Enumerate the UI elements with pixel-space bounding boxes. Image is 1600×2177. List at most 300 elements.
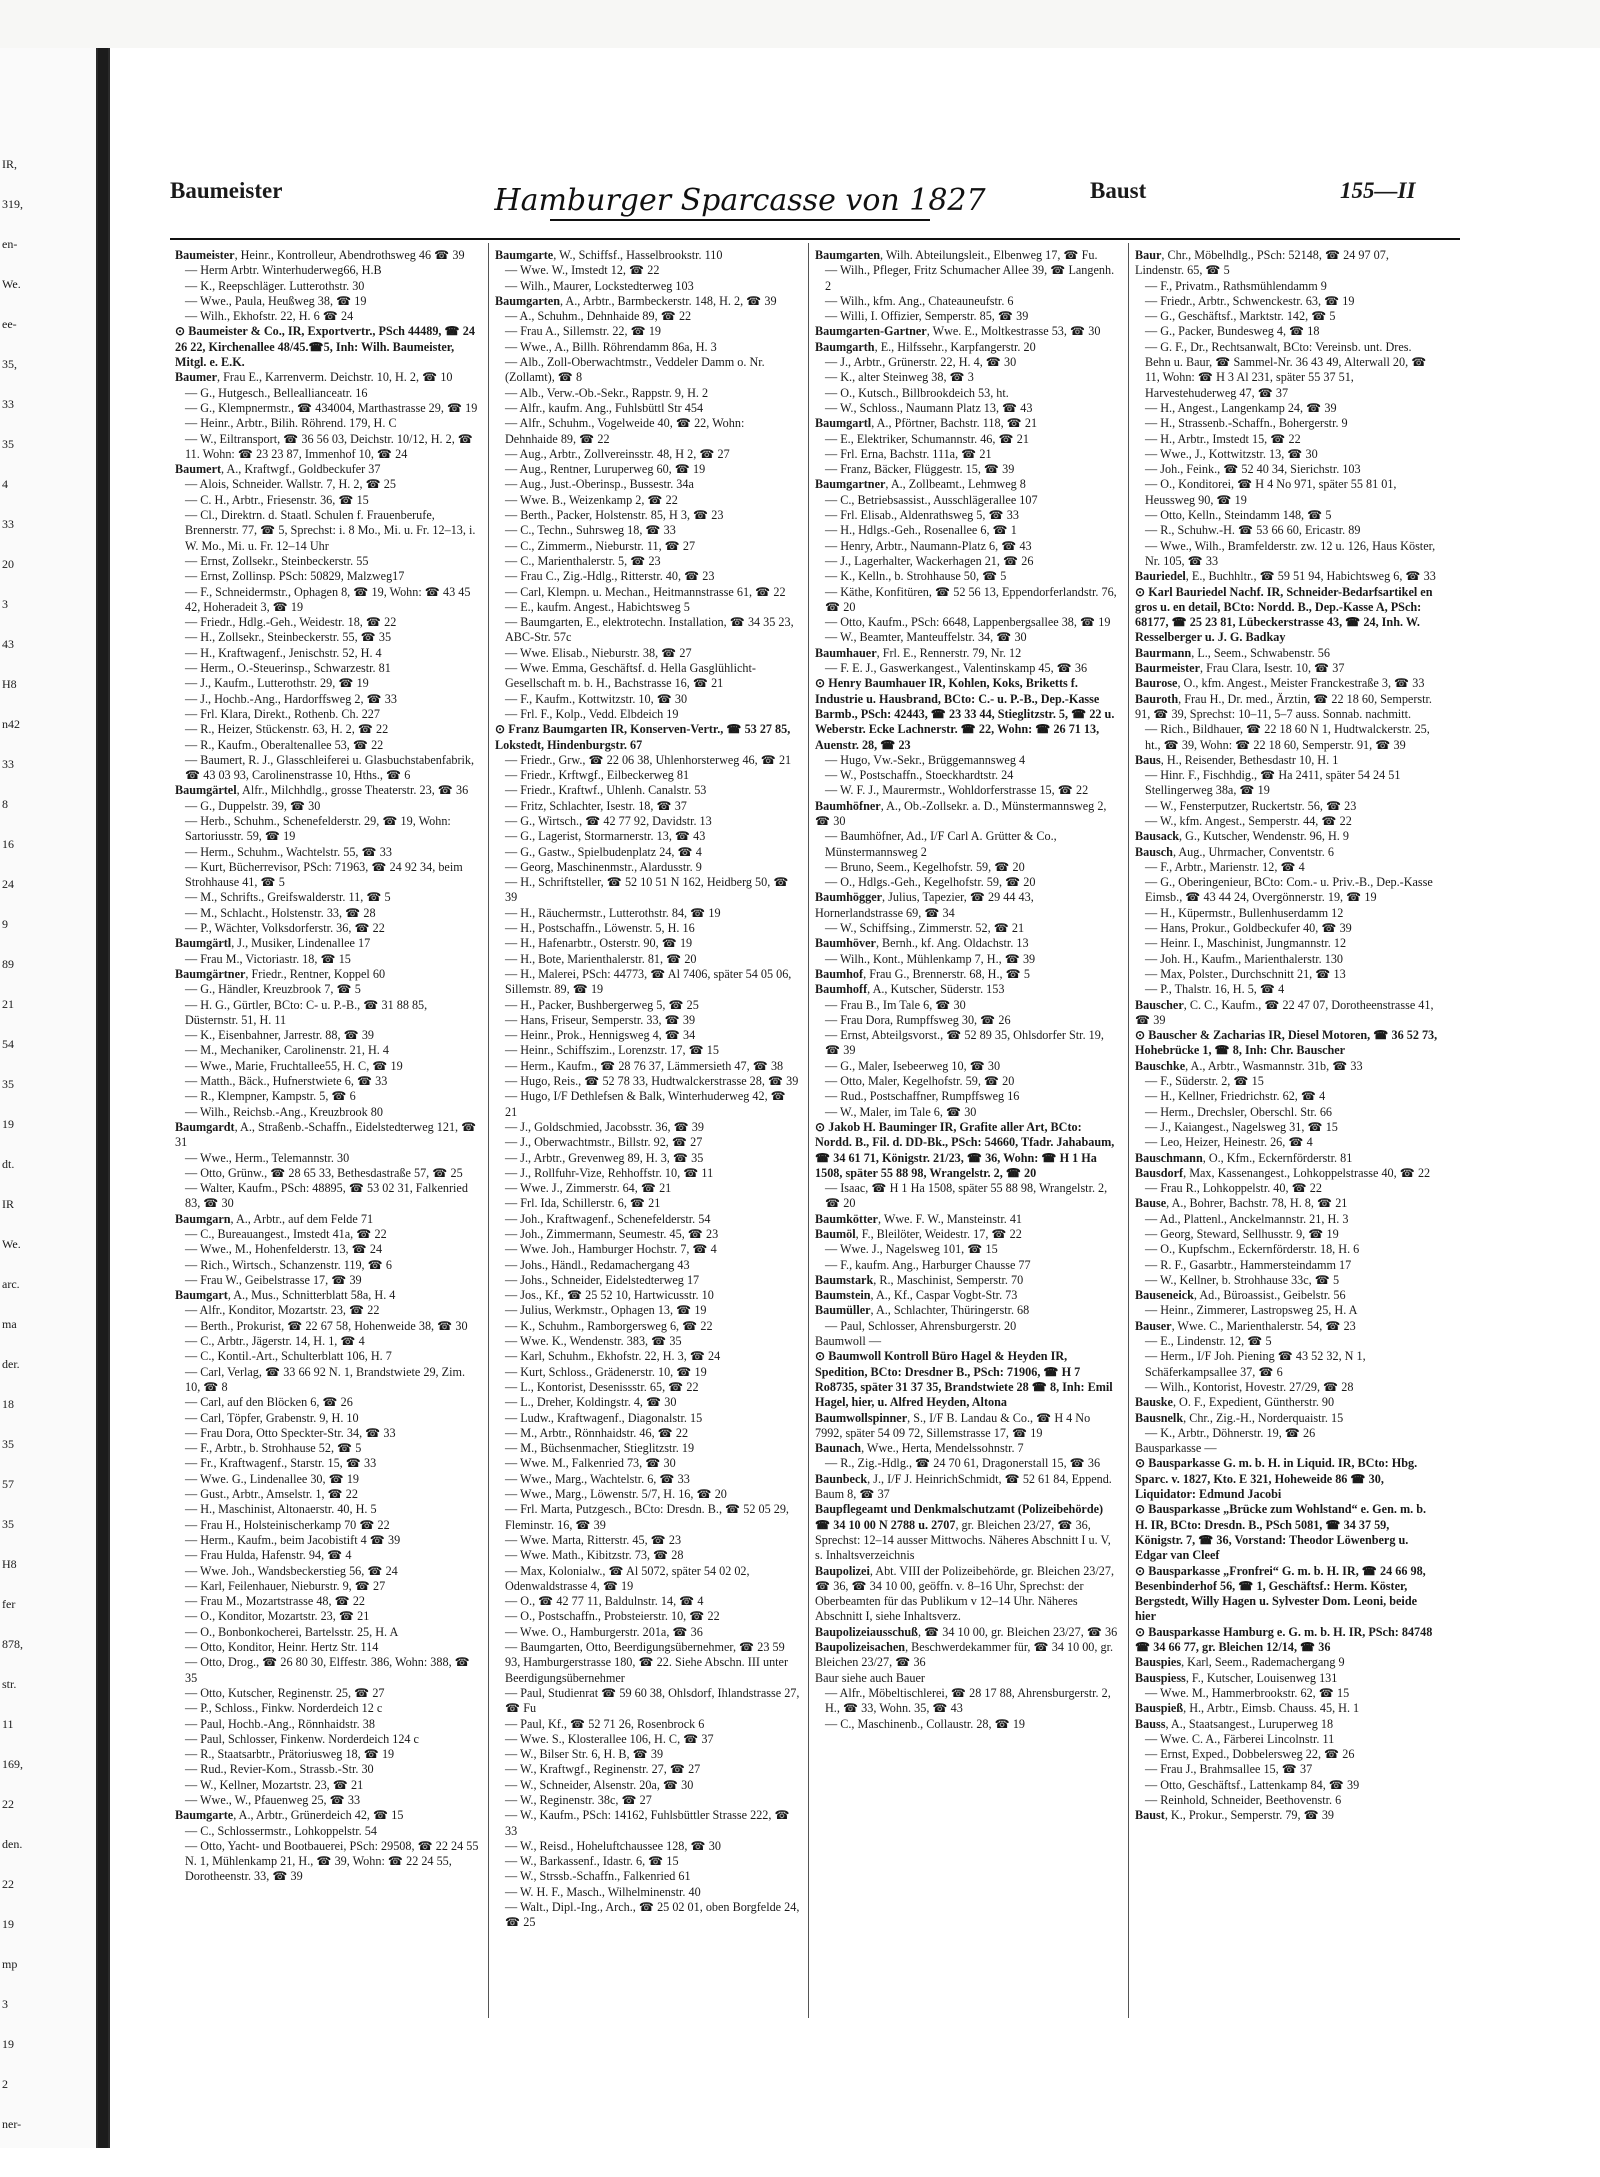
- directory-entry: — Otto, Grünw., ☎ 28 65 33, Bethesdastraße 57, ☎ 25: [185, 1165, 463, 1180]
- directory-entry: — Henry, Arbtr., Naumann-Platz 6, ☎ 43: [825, 538, 1032, 553]
- directory-entry: — H., Maschinist, Altonaerstr. 40, H. 5: [185, 1502, 377, 1517]
- directory-entry: — W., kfm. Angest., Semperstr. 44, ☎ 22: [1145, 813, 1352, 828]
- directory-entry: — C., Schlossermstr., Lohkoppelstr. 54: [185, 1823, 377, 1838]
- directory-entry: — R., Schuhw.-H. ☎ 53 66 60, Ericastr. 89: [1145, 523, 1361, 538]
- directory-entry: — Frau W., Geibelstrasse 17, ☎ 39: [185, 1272, 362, 1287]
- directory-entry: — W., Fensterputzer, Ruckertstr. 56, ☎ 23: [1145, 798, 1357, 813]
- directory-entry: — Käthe, Konfitüren, ☎ 52 56 13, Eppendorferlandstr. 76, ☎ 20: [825, 584, 1117, 614]
- directory-entry: Baumgartner, A., Zollbeamt., Lehmweg 8: [815, 477, 1026, 492]
- prev-page-fragment: 2: [2, 2077, 8, 2091]
- directory-entry: — R., Heizer, Stückenstr. 63, H. 2, ☎ 22: [185, 722, 389, 737]
- directory-entry: — Wwe. Elisab., Nieburstr. 38, ☎ 27: [505, 645, 692, 660]
- directory-entry: — C., Marienthalerstr. 5, ☎ 23: [505, 553, 661, 568]
- directory-entry: — Baumgarten, E., elektrotechn. Installation, ☎ 34 35 23, ABC-Str. 57c: [505, 615, 794, 645]
- directory-entry: — Heinr., Schiffszim., Lorenzstr. 17, ☎ 15: [505, 1043, 719, 1058]
- directory-entry: — R., Kaufm., Oberaltenallee 53, ☎ 22: [185, 737, 384, 752]
- directory-entry: — M., Büchsenmacher, Stieglitzstr. 19: [505, 1441, 695, 1456]
- directory-entry: — Rich., Bildhauer, ☎ 22 18 60 N 1, Hudtwalckerstr. 25, ht., ☎ 39, Wohn: ☎ 22 18 60, Semperstr. 91, ☎ 39: [1145, 722, 1430, 752]
- directory-entry: — E., kaufm. Angest., Habichtsweg 5: [505, 599, 690, 614]
- directory-entry: — Wwe. K., Wendenstr. 383, ☎ 35: [505, 1334, 682, 1349]
- directory-entry: — Herb., Schuhm., Schenefelderstr. 29, ☎ 19, Wohn: Sartoriusstr. 59, ☎ 19: [185, 813, 451, 844]
- directory-entry: Baupolizei, Abt. VIII der Polizeibehörde, gr. Bleichen 23/27, ☎ 36, ☎ 34 10 00, geöffn. v. 8–16 Uhr, Sprechst: der Oberbeamten für das Publikum v 12–14 Uhr. Näheres Abschnitt I, siehe Inhaltsverz.: [815, 1563, 1115, 1624]
- prev-page-fragment: IR: [2, 1197, 14, 1211]
- directory-entry: — P., Schloss., Finkw. Norderdeich 12 c: [185, 1701, 383, 1716]
- directory-entry: — Rud., Postschaffner, Rumpffsweg 16: [825, 1089, 1020, 1104]
- directory-entry: — H., Strassenb.-Schaffn., Bohergerstr. 9: [1145, 416, 1348, 431]
- directory-entry: — Alfr., Konditor, Mozartstr. 23, ☎ 22: [185, 1303, 380, 1318]
- directory-entry: Baur, Chr., Möbelhdlg., PSch: 52148, ☎ 24 97 07, Lindenstr. 65, ☎ 5: [1135, 248, 1389, 278]
- sparcasse-logo-text: Hamburger Sparcasse von 1827: [494, 183, 986, 218]
- directory-entry: — H., Hdlgs.-Geh., Rosenallee 6, ☎ 1: [825, 523, 1017, 538]
- directory-entry: — H., Räuchermstr., Lutterothstr. 84, ☎ 19: [505, 905, 721, 920]
- directory-entry: — K., Reepschläger. Lutterothstr. 30: [185, 278, 365, 293]
- directory-entry: Baumgartl, A., Pförtner, Bachstr. 118, ☎ 21: [815, 416, 1038, 431]
- prev-page-fragment: dt.: [2, 1157, 15, 1171]
- directory-entry: — Otto, Yacht- und Bootbauerei, PSch: 29508, ☎ 22 24 55 N. 1, Mühlenkamp 21, H., ☎ 39, Wohn: ☎ 22 24 55, Dorotheenstr. 33, ☎ 39: [185, 1838, 479, 1884]
- prev-page-fragment: 22: [2, 1877, 14, 1891]
- directory-entry: — J., Kaiangest., Nagelsweg 31, ☎ 15: [1145, 1119, 1338, 1134]
- directory-entry: — G., Gastw., Spielbudenplatz 24, ☎ 4: [505, 844, 702, 859]
- directory-entry: — Alb., Verw.-Ob.-Sekr., Rappstr. 9, H. 2: [505, 385, 709, 400]
- directory-entry: Baupolizeisachen, Beschwerdekammer für, ☎ 34 10 00, gr. Bleichen 23/27, ☎ 36: [815, 1640, 1114, 1670]
- directory-entry: — W., Beamter, Manteuffelstr. 34, ☎ 30: [825, 630, 1027, 645]
- directory-entry: — Frl. Erna, Bachstr. 111a, ☎ 21: [825, 446, 992, 461]
- directory-entry: — H., Hafenarbtr., Osterstr. 90, ☎ 19: [505, 936, 693, 951]
- directory-entry: Baumgarn, A., Arbtr., auf dem Felde 71: [175, 1211, 374, 1226]
- directory-entry: ⊙ Bausparkasse „Fronfrei“ G. m. b. H. IR, ☎ 24 66 98, Besenbinderhof 56, ☎ 1, Geschäftsf.: Herm. Köster, Bergstedt, Willy Hagen u. Sylvester Dom. Leoni, beide hier: [1135, 1563, 1426, 1624]
- directory-entry: ⊙ Henry Baumhauer IR, Kohlen, Koks, Briketts f. Industrie u. Hausbrand, BCto: C.- u. P.-B., Dep.-Kasse Barmb., PSch: 42443, ☎ 23 33 44, Stieglitzstr. 5, ☎ 22 u. Weberstr. Ecke Lachnerstr. ☎ 22, Wohn: ☎ 26 71 13, Auenstr. 28, ☎ 23: [815, 676, 1115, 752]
- directory-entry: — Otto, Kutscher, Reginenstr. 25, ☎ 27: [185, 1685, 385, 1700]
- directory-entry: — Carl, Klempn. u. Mechan., Heitmannstrasse 61, ☎ 22: [505, 584, 786, 599]
- previous-page-edge: [0, 48, 96, 2148]
- directory-entry: — Friedr., Krftwgf., Eilbeckerweg 81: [505, 768, 690, 783]
- directory-entry: — G., Oberingenieur, BCto: Com.- u. Priv.-B., Dep.-Kasse Eimsb., ☎ 43 44 24, Overgönnerstr. 19, ☎ 19: [1145, 875, 1433, 905]
- prev-page-fragment: IR,: [2, 157, 17, 171]
- directory-entry: — Hinr. F., Fischhdig., ☎ Ha 2411, später 54 24 51 Stellingerweg 38a, ☎ 19: [1145, 768, 1401, 798]
- prev-page-fragment: 169,: [2, 1757, 23, 1771]
- directory-entry: — F., Arbtr., Marienstr. 12, ☎ 4: [1145, 859, 1305, 874]
- directory-entry: — Wwe. G., Lindenallee 30, ☎ 19: [185, 1471, 360, 1486]
- directory-entry: — Alfr., Möbeltischlerei, ☎ 28 17 88, Ahrensburgerstr. 2, H., ☎ 33, Wohn. 35, ☎ 43: [825, 1685, 1111, 1716]
- directory-entry: — Joh. H., Kaufm., Marienthalerstr. 130: [1145, 951, 1344, 966]
- directory-entry: — Baumhöfner, Ad., I/F Carl A. Grütter & Co., Münstermannsweg 2: [825, 829, 1057, 859]
- directory-entry: — Frau H., Holsteinischerkamp 70 ☎ 22: [185, 1517, 390, 1532]
- directory-entry: — M., Arbtr., Rönnhaidstr. 46, ☎ 22: [505, 1425, 689, 1440]
- directory-entry: — W., Bilser Str. 6, H. B, ☎ 39: [505, 1747, 664, 1762]
- directory-entry: — Wwe. Joh., Wandsbeckerstieg 56, ☎ 24: [185, 1563, 398, 1578]
- directory-entry: — Frau M., Mozartstrasse 48, ☎ 22: [185, 1594, 366, 1609]
- directory-entry: — C. H., Arbtr., Friesenstr. 36, ☎ 15: [185, 492, 369, 507]
- directory-entry: — G., Duppelstr. 39, ☎ 30: [185, 798, 321, 813]
- directory-entry: — F., Schneidermstr., Ophagen 8, ☎ 19, Wohn: ☎ 43 45 42, Hoheradeit 3, ☎ 19: [185, 584, 471, 614]
- directory-entry: Bausparkasse —: [1135, 1441, 1217, 1456]
- directory-entry: — R., Klempner, Kampstr. 5, ☎ 6: [185, 1089, 356, 1104]
- directory-entry: ⊙ Franz Baumgarten IR, Konserven-Vertr., ☎ 53 27 85, Lokstedt, Hindenburgstr. 67: [495, 722, 791, 752]
- directory-entry: — O., Konditorei, ☎ H 4 No 971, später 55 81 01, Heussweg 90, ☎ 19: [1145, 477, 1397, 507]
- directory-entry: Baumgärtl, J., Musiker, Lindenallee 17: [175, 936, 371, 951]
- prev-page-fragment: 24: [2, 877, 14, 891]
- directory-entry: — Willi, I. Offizier, Semperstr. 85, ☎ 39: [825, 309, 1029, 324]
- directory-entry: — M., Mechaniker, Carolinenstr. 21, H. 4: [185, 1043, 389, 1058]
- directory-entry: Baumhöfner, A., Ob.-Zollsekr. a. D., Münstermannsweg 2, ☎ 30: [815, 798, 1107, 828]
- directory-entry: — Paul, Schlosser, Finkenw. Norderdeich 124 c: [185, 1731, 419, 1746]
- directory-entry: — Wilh., Kont., Mühlenkamp 7, H., ☎ 39: [825, 951, 1036, 966]
- directory-entry: — Herm Arbtr. Winterhuderweg66, H.B: [185, 263, 382, 278]
- directory-entry: — Wwe., Marie, Fruchtallee55, H. C, ☎ 19: [185, 1058, 403, 1073]
- directory-entry: — W., Reisd., Hoheluftchaussee 128, ☎ 30: [505, 1838, 721, 1853]
- directory-entry: Baumhof, Frau G., Brennerstr. 68, H., ☎ 5: [815, 966, 1030, 981]
- directory-entry: — H., Küpermstr., Bullenhuserdamm 12: [1145, 905, 1344, 920]
- directory-page: [110, 48, 1600, 2148]
- directory-entry: Bauser, Wwe. C., Marienthalerstr. 54, ☎ 23: [1135, 1318, 1356, 1333]
- directory-entry: — Frl. Klara, Direkt., Rothenb. Ch. 227: [185, 706, 380, 721]
- page-number: 155—II: [1340, 178, 1416, 203]
- directory-entry: — Rich., Wirtsch., Schanzenstr. 119, ☎ 6: [185, 1257, 392, 1272]
- directory-entry: — W., Kellner, Mozartstr. 23, ☎ 21: [185, 1777, 364, 1792]
- directory-entry: — G., Wirtsch., ☎ 42 77 92, Davidstr. 13: [505, 813, 712, 828]
- directory-entry: — Julius, Werkmstr., Ophagen 13, ☎ 19: [505, 1303, 707, 1318]
- directory-entry: — Fritz, Schlachter, Isestr. 18, ☎ 37: [505, 798, 687, 813]
- directory-entry: — Wwe., A., Billh. Röhrendamm 86a, H. 3: [505, 339, 717, 354]
- directory-entry: — J., Oberwachtmstr., Billstr. 92, ☎ 27: [505, 1135, 703, 1150]
- directory-entry: — Friedr., Grw., ☎ 22 06 38, Uhlenhorsterweg 46, ☎ 21: [505, 752, 792, 767]
- directory-entry: — K., alter Steinweg 38, ☎ 3: [825, 370, 974, 385]
- directory-entry: — Wilh., Kontorist, Hovestr. 27/29, ☎ 28: [1145, 1379, 1354, 1394]
- directory-entry: — Wwe., Marg., Löwenstr. 5/7, H. 16, ☎ 20: [505, 1487, 727, 1502]
- prev-page-fragment: 878,: [2, 1637, 23, 1651]
- directory-entry: — J., Lagerhalter, Wackerhagen 21, ☎ 26: [825, 553, 1034, 568]
- directory-entry: — Heinr. I., Maschinist, Jungmannstr. 12: [1145, 936, 1347, 951]
- directory-entry: — Wwe. Marta, Ritterstr. 45, ☎ 23: [505, 1532, 682, 1547]
- directory-entry: — Kurt, Schloss., Grädenerstr. 10, ☎ 19: [505, 1364, 707, 1379]
- prev-page-fragment: 35: [2, 1437, 14, 1451]
- prev-page-fragment: 89: [2, 957, 14, 971]
- directory-entry: — C., Kontil.-Art., Schulterblatt 106, H. 7: [185, 1349, 392, 1364]
- prev-page-fragment: 35: [2, 1517, 14, 1531]
- directory-entry: — Wwe., Marg., Wachtelstr. 6, ☎ 33: [505, 1471, 690, 1486]
- directory-entry: — Wwe. Math., Kibitzstr. 73, ☎ 28: [505, 1548, 684, 1563]
- directory-entry: — Frl. Marta, Putzgesch., BCto: Dresdn. B., ☎ 52 05 29, Fleminstr. 16, ☎ 39: [505, 1502, 789, 1532]
- directory-entry: Baurmeister, Frau Clara, Isestr. 10, ☎ 37: [1135, 661, 1345, 676]
- directory-entry: Baumgarth, E., Hilfssehr., Karpfangerstr. 20: [815, 339, 1036, 354]
- directory-entry: — Ad., Plattenl., Anckelmannstr. 21, H. 3: [1145, 1211, 1349, 1226]
- prev-page-fragment: 21: [2, 997, 14, 1011]
- column-divider: [808, 243, 809, 2018]
- directory-entry: — Karl, Feilenhauer, Nieburstr. 9, ☎ 27: [185, 1578, 386, 1593]
- directory-entry: — W., Kellner, b. Strohhause 33c, ☎ 5: [1145, 1272, 1340, 1287]
- directory-entry: — Heinr., Prok., Hennigsweg 4, ☎ 34: [505, 1028, 696, 1043]
- directory-entry: Baumgart, A., Mus., Schnitterblatt 58a, H. 4: [175, 1288, 396, 1303]
- prev-page-fragment: 22: [2, 1797, 14, 1811]
- directory-entry: — F., Kaufm., Kottwitzstr. 10, ☎ 30: [505, 691, 688, 706]
- directory-entry: — Wwe., W., Pfauenweg 25, ☎ 33: [185, 1792, 361, 1807]
- directory-entry: — O., Konditor, Mozartstr. 23, ☎ 21: [185, 1609, 370, 1624]
- directory-entry: — Alb., Zoll-Oberwachtmstr., Veddeler Damm o. Nr. (Zollamt), ☎ 8: [505, 355, 765, 385]
- directory-entry: — L., Dreher, Koldingstr. 4, ☎ 30: [505, 1395, 677, 1410]
- directory-entry: — Cl., Direktrn. d. Staatl. Schulen f. Frauenberufe, Brennerstr. 77, ☎ 5, Sprechst: i. 8 Mo., Mi. u. Fr. 12–13, i. W. Mo., Mi. u. Fr. 12–14 Uhr: [185, 508, 476, 553]
- directory-entry: — J., Arbtr., Grünerstr. 22, H. 4, ☎ 30: [825, 355, 1017, 370]
- directory-entry: — Wwe., J., Kottwitzstr. 13, ☎ 30: [1145, 446, 1318, 461]
- directory-entry: — Wilh., Pfleger, Fritz Schumacher Allee 39, ☎ Langenh. 2: [825, 263, 1115, 293]
- directory-entry: — M., Schlacht., Holstenstr. 33, ☎ 28: [185, 905, 376, 920]
- directory-entry: Baumgarte, A., Arbtr., Grünerdeich 42, ☎ 15: [175, 1808, 404, 1823]
- directory-entry: — Paul, Studienrat ☎ 59 60 38, Ohlsdorf, Ihlandstrasse 27, ☎ Fu: [505, 1685, 800, 1716]
- directory-entry: — W., Barkassenf., Idastr. 6, ☎ 15: [505, 1854, 679, 1869]
- directory-entry: — H., Schriftsteller, ☎ 52 10 51 N 162, Heidberg 50, ☎ 39: [505, 875, 789, 905]
- directory-entry: Baumhoff, A., Kutscher, Süderstr. 153: [815, 982, 1005, 997]
- directory-entry: — O., Hdlgs.-Geh., Kegelhofstr. 59, ☎ 20: [825, 875, 1036, 890]
- directory-entry: — Karl, Schuhm., Ekhofstr. 22, H. 3, ☎ 24: [505, 1349, 721, 1364]
- directory-entry: Baus, H., Reisender, Bethesdastr 10, H. 1: [1135, 752, 1339, 767]
- directory-entry: — F., Arbtr., b. Strohhause 52, ☎ 5: [185, 1441, 362, 1456]
- directory-entry: — Baumgarten, Otto, Beerdigungsübernehmer, ☎ 23 59 93, Hamburgerstrasse 180, ☎ 22. Siehe Abschn. III unter Beerdigungsübernehmer: [505, 1640, 789, 1685]
- directory-entry: — G., Packer, Bundesweg 4, ☎ 18: [1145, 324, 1320, 339]
- directory-entry: ⊙ Baumwoll Kontroll Büro Hagel & Heyden IR, Spedition, BCto: Dresdner B., PSch: 71906, ☎ H 7 Ro8735, später 31 37 35, Brandstwiete 28 ☎ 8, Inh: Emil Hagel, hier, u. Alfred Heyden, Altona: [815, 1349, 1113, 1410]
- directory-entry: Bauroth, Frau H., Dr. med., Ärztin, ☎ 22 18 60, Semperstr. 91, ☎ 39, Sprechst: 10–11, 5–7 auss. Sonnab. nachmitt.: [1135, 691, 1432, 721]
- directory-entry: — O., ☎ 42 77 11, Baldulnstr. 14, ☎ 4: [505, 1594, 704, 1609]
- directory-entry: — Wwe. J., Zimmerstr. 64, ☎ 21: [505, 1181, 672, 1196]
- prev-page-fragment: 35: [2, 1077, 14, 1091]
- directory-entry: — Wwe. C. A., Färberei Lincolnstr. 11: [1145, 1731, 1335, 1746]
- directory-entry: — Frl. Elisab., Aldenrathsweg 5, ☎ 33: [825, 508, 1019, 523]
- prev-page-fragment: 4: [2, 477, 8, 491]
- directory-entry: ⊙ Bauscher & Zacharias IR, Diesel Motoren, ☎ 36 52 73, Hohebrücke 1, ☎ 8, Inh: Chr. Bauscher: [1135, 1028, 1438, 1058]
- prev-page-fragment: 319,: [2, 197, 23, 211]
- directory-entry: — C., Maschinenb., Collaustr. 28, ☎ 19: [825, 1716, 1026, 1731]
- directory-entry: — H., Packer, Bushbergerweg 5, ☎ 25: [505, 997, 699, 1012]
- directory-entry: — Alfr., kaufm. Ang., Fuhlsbüttl Str 454: [505, 400, 704, 415]
- directory-entry: Baumhauer, Frl. E., Rennerstr. 79, Nr. 12: [815, 645, 1022, 660]
- directory-entry: — Berth., Packer, Holstenstr. 85, H 3, ☎ 23: [505, 508, 724, 523]
- directory-entry: — W., Schneider, Alsenstr. 20a, ☎ 30: [505, 1777, 694, 1792]
- directory-entry: Bauspiess, F., Kutscher, Louisenweg 131: [1135, 1670, 1338, 1685]
- directory-entry: Baurose, O., kfm. Angest., Meister Franckestraße 3, ☎ 33: [1135, 676, 1425, 691]
- directory-entry: — Hans, Prokur., Goldbeckufer 40, ☎ 39: [1145, 921, 1352, 936]
- prev-page-fragment: 3: [2, 597, 8, 611]
- directory-entry: — Frau Hulda, Hafenstr. 94, ☎ 4: [185, 1548, 352, 1563]
- directory-entry: Bauspieß, H., Arbtr., Eimsb. Chauss. 45, H. 1: [1135, 1701, 1360, 1716]
- directory-entry: — R., Zig.-Hdlg., ☎ 24 70 61, Dragonerstall 15, ☎ 36: [825, 1456, 1101, 1471]
- directory-entry: — Jos., Kf., ☎ 25 52 10, Hartwicusstr. 10: [505, 1288, 714, 1303]
- directory-entry: Baumert, A., Kraftwgf., Goldbeckufer 37: [175, 462, 381, 477]
- prev-page-fragment: 20: [2, 557, 14, 571]
- directory-entry: — Frau Dora, Rumpffsweg 30, ☎ 26: [825, 1012, 1011, 1027]
- prev-page-fragment: 35,: [2, 357, 17, 371]
- directory-entry: — Frl. F., Kolp., Vedd. Elbdeich 19: [505, 706, 679, 721]
- directory-entry: — Max, Polster., Durchschnitt 21, ☎ 13: [1145, 966, 1346, 981]
- directory-entry: Bausack, G., Kutscher, Wendenstr. 96, H. 9: [1135, 829, 1349, 844]
- directory-entry: — G. F., Dr., Rechtsanwalt, BCto: Vereinsb. unt. Dres. Behn u. Baur, ☎ Sammel-Nr. 36 43 49, Alterwall 20, ☎ 11, Wohn: ☎ H 3 Al 231, später 55 37 51, Harvestehuderweg 47, ☎ 37: [1145, 339, 1427, 400]
- directory-entry: Baumöl, F., Bleilöter, Weidestr. 17, ☎ 22: [815, 1227, 1022, 1241]
- directory-entry: — Wwe. O., Hamburgerstr. 201a, ☎ 36: [505, 1624, 703, 1639]
- directory-entry: — Wwe. Emma, Geschäftsf. d. Hella Gasglühlicht-Gesellschaft m. b. H., Bachstrasse 16, ☎ 21: [505, 661, 756, 691]
- directory-entry: — Wilh., Reichsb.-Ang., Kreuzbrook 80: [185, 1104, 383, 1119]
- directory-entry: — Friedr., Arbtr., Schwenckestr. 63, ☎ 19: [1145, 293, 1355, 308]
- directory-entry: — Gust., Arbtr., Amselstr. 1, ☎ 22: [185, 1487, 358, 1502]
- directory-entry: Bauscher, C. C., Kaufm., ☎ 22 47 07, Dorotheenstrasse 41, ☎ 39: [1135, 997, 1434, 1027]
- prev-page-fragment: der.: [2, 1357, 20, 1371]
- directory-entry: — G., Geschäftsf., Marktstr. 142, ☎ 5: [1145, 309, 1336, 324]
- directory-entry: — Friedr., Kraftwf., Uhlenh. Canalstr. 53: [505, 783, 707, 798]
- directory-entry: Baumeister, Heinr., Kontrolleur, Abendrothsweg 46 ☎ 39: [175, 248, 465, 262]
- directory-entry: — Wilh., Maurer, Lockstedterweg 103: [505, 278, 694, 293]
- directory-entry: — P., Thalstr. 16, H. 5, ☎ 4: [1145, 982, 1285, 997]
- directory-entry: ⊙ Bausparkasse Hamburg e. G. m. b. H. IR, PSch: 84748 ☎ 34 66 77, gr. Bleichen 12/14, ☎ 36: [1135, 1624, 1433, 1655]
- directory-entry: Baumwoll —: [815, 1334, 882, 1349]
- directory-entry: — H. G., Gürtler, BCto: C- u. P.-B., ☎ 31 88 85, Düsternstr. 51, H. 11: [185, 997, 428, 1027]
- directory-entry: Bausdorf, Max, Kassenangest., Lohkoppelstrasse 40, ☎ 22: [1135, 1165, 1431, 1180]
- prev-page-fragment: 9: [2, 917, 8, 931]
- directory-entry: — Kurt, Bücherrevisor, PSch: 71963, ☎ 24 92 34, beim Strohhause 41, ☎ 5: [185, 859, 463, 890]
- directory-entry: — Fr., Kraftwagenf., Starstr. 15, ☎ 33: [185, 1456, 377, 1471]
- directory-entry: — Heinr., Arbtr., Bilih. Röhrend. 179, H. C: [185, 416, 397, 431]
- directory-entry: — R., Staatsarbtr., Prätoriusweg 18, ☎ 19: [185, 1747, 395, 1762]
- directory-entry: ⊙ Baumeister & Co., IR, Exportvertr., PSch 44489, ☎ 24 26 22, Kirchenallee 48/45.☎5, Inh: Wilh. Baumeister, Mitgl. e. E.K.: [175, 324, 475, 370]
- directory-entry: — F., Privatm., Rathsmühlendamm 9: [1145, 278, 1327, 293]
- directory-entry: — Ludw., Kraftwagenf., Diagonalstr. 15: [505, 1410, 703, 1425]
- directory-entry: — H., Kellner, Friedrichstr. 62, ☎ 4: [1145, 1089, 1326, 1104]
- column-4: [1135, 248, 1440, 2008]
- directory-entry: Baumgarten-Gartner, Wwe. E., Moltkestrasse 53, ☎ 30: [815, 324, 1101, 339]
- directory-entry: — Matth., Bäck., Hufnerstwiete 6, ☎ 33: [185, 1074, 388, 1089]
- directory-entry: — J., Hochb.-Ang., Hardorffsweg 2, ☎ 33: [185, 691, 397, 706]
- column-2: [495, 248, 800, 2008]
- directory-entry: — H., Malerei, PSch: 44773, ☎ Al 7406, später 54 05 06, Sillemstr. 89, ☎ 19: [505, 966, 792, 997]
- directory-entry: — Frau R., Lohkoppelstr. 40, ☎ 22: [1145, 1181, 1322, 1196]
- directory-entry: — Wwe., Herm., Telemannstr. 30: [185, 1150, 350, 1165]
- directory-entry: — O., Kupfschm., Eckernförderstr. 18, H. 6: [1145, 1242, 1360, 1257]
- directory-entry: — F., Süderstr. 2, ☎ 15: [1145, 1074, 1264, 1089]
- directory-entry: Baumhöver, Bernh., kf. Ang. Oldachstr. 13: [815, 936, 1029, 951]
- directory-entry: — W., Kraftwgf., Reginenstr. 27, ☎ 27: [505, 1762, 701, 1777]
- directory-entry: — Wwe. W., Imstedt 12, ☎ 22: [505, 263, 660, 278]
- directory-entry: Baumgarte, W., Schiffsf., Hasselbrookstr. 110: [495, 248, 723, 262]
- directory-entry: — F. E. J., Gaswerkangest., Valentinskamp 45, ☎ 36: [825, 661, 1088, 676]
- directory-entry: Bauspies, Karl, Seem., Rademachergang 9: [1135, 1655, 1345, 1670]
- directory-entry: — Hugo, Reis., ☎ 52 78 33, Hudtwalckerstrasse 28, ☎ 39: [505, 1074, 799, 1089]
- directory-entry: — Hans, Friseur, Semperstr. 33, ☎ 39: [505, 1012, 696, 1027]
- directory-entry: — J., Arbtr., Grevenweg 89, H. 3, ☎ 35: [505, 1150, 704, 1165]
- directory-entry: Bauschmann, O., Kfm., Eckernförderstr. 81: [1135, 1150, 1353, 1165]
- directory-entry: ⊙ Jakob H. Bauminger IR, Grafite aller Art, BCto: Nordd. B., Fil. d. DD-Bk., PSch: 54660, Tfadr. Jahabaum, ☎ 34 61 71, Königstr. 21/23, ☎ 36, Wohn: ☎ H 1 Ha 1508, später 55 88 98, Wrangelstr. 2, ☎ 20: [815, 1119, 1115, 1180]
- directory-entry: — Max, Kolonialw., ☎ Al 5072, später 54 02 02, Odenwaldstrasse 4, ☎ 19: [505, 1563, 750, 1593]
- directory-entry: — G., Maler, Isebeerweg 10, ☎ 30: [825, 1058, 1001, 1073]
- directory-entry: — Ernst, Abteilgsvorst., ☎ 52 89 35, Ohlsdorfer Str. 19, ☎ 39: [825, 1028, 1104, 1058]
- directory-entry: — Wwe., M., Hohenfelderstr. 13, ☎ 24: [185, 1242, 383, 1257]
- directory-entry: — Ernst, Exped., Dobbelersweg 22, ☎ 26: [1145, 1747, 1355, 1762]
- directory-entry: — Frau C., Zig.-Hdlg., Ritterstr. 40, ☎ 23: [505, 569, 715, 584]
- prev-page-fragment: H8: [2, 1557, 17, 1571]
- prev-page-fragment: 43: [2, 637, 14, 651]
- prev-page-fragment: fer: [2, 1597, 16, 1611]
- directory-entry: — K., Arbtr., Döhnerstr. 19, ☎ 26: [1145, 1425, 1316, 1440]
- prev-page-fragment: 33: [2, 757, 14, 771]
- prev-page-fragment: 19: [2, 1117, 14, 1131]
- directory-entry: — H., Kraftwagenf., Jenischstr. 52, H. 4: [185, 645, 382, 660]
- directory-entry: — Wwe., Paula, Heußweg 38, ☎ 19: [185, 293, 367, 308]
- directory-entry: — W., Kaufm., PSch: 14162, Fuhlsbüttler Strasse 222, ☎ 33: [505, 1808, 790, 1838]
- directory-entry: — R. F., Gasarbtr., Hammersteindamm 17: [1145, 1257, 1352, 1272]
- directory-entry: — J., Rollfuhr-Vize, Rehhoffstr. 10, ☎ 11: [505, 1165, 714, 1180]
- directory-entry: Baunbeck, J., I/F J. HeinrichSchmidt, ☎ 52 61 84, Eppend. Baum 8, ☎ 37: [815, 1471, 1112, 1502]
- directory-entry: — Carl, Verlag, ☎ 33 66 92 N. 1, Brandstwiete 29, Zim. 10, ☎ 8: [185, 1364, 465, 1394]
- directory-entry: — Paul, Schlosser, Ahrensburgerstr. 20: [825, 1318, 1017, 1333]
- prev-page-fragment: 8: [2, 797, 8, 811]
- directory-entry: — Otto, Kaufm., PSch: 6648, Lappenbergsallee 38, ☎ 19: [825, 615, 1111, 630]
- directory-entry: — G., Lagerist, Stormarnerstr. 13, ☎ 43: [505, 829, 706, 844]
- directory-entry: — W., Eiltransport, ☎ 36 56 03, Deichstr. 10/12, H. 2, ☎ 11. Wohn: ☎ 23 23 87, Immenhof 10, ☎ 24: [185, 431, 473, 461]
- directory-entry: — W., Reginenstr. 38c, ☎ 27: [505, 1792, 652, 1807]
- directory-entry: — Paul, Hochb.-Ang., Rönnhaidstr. 38: [185, 1716, 375, 1731]
- prev-page-fragment: 35: [2, 437, 14, 451]
- directory-entry: — C., Arbtr., Jägerstr. 14, H. 1, ☎ 4: [185, 1334, 365, 1349]
- directory-entry: — Herm., Kaufm., beim Jacobistift 4 ☎ 39: [185, 1532, 401, 1547]
- directory-entry: — C., Betriebsassist., Ausschlägerallee 107: [825, 492, 1038, 507]
- directory-entry: — Wwe. J., Nagelsweg 101, ☎ 15: [825, 1242, 998, 1257]
- prev-page-fragment: en-: [2, 237, 18, 251]
- directory-entry: — A., Schuhm., Dehnhaide 89, ☎ 22: [505, 309, 692, 324]
- directory-entry: Baumstark, R., Maschinist, Semperstr. 70: [815, 1272, 1024, 1287]
- directory-entry: — Ernst, Zollsekr., Steinbeckerstr. 55: [185, 553, 369, 568]
- directory-entry: Baupflegeamt und Denkmalschutzamt (Polizeibehörde) ☎ 34 10 00 N 2788 u. 2707, gr. Bleichen 23/27, ☎ 36, Sprechst: 12–14 ausser Mittwochs. Näheres Abschnitt I u. V, s. Inhaltsverzeichnis: [815, 1502, 1111, 1563]
- prev-page-fragment: 18: [2, 1397, 14, 1411]
- directory-entry: — Hugo, I/F Dethlefsen & Balk, Winterhuderweg 42, ☎ 21: [505, 1089, 786, 1119]
- prev-page-fragment: den.: [2, 1837, 23, 1851]
- directory-entry: — Joh., Zimmermann, Seumestr. 45, ☎ 23: [505, 1227, 719, 1241]
- directory-entry: — L., Kontorist, Desenissstr. 65, ☎ 22: [505, 1379, 699, 1394]
- directory-entry: — Wwe., Wilh., Bramfelderstr. zw. 12 u. 126, Haus Köster, Nr. 105, ☎ 33: [1145, 538, 1436, 568]
- directory-entry: — G., Händler, Kreuzbrook 7, ☎ 5: [185, 982, 361, 997]
- prev-page-fragment: 19: [2, 2037, 14, 2051]
- directory-entry: — Aug., Arbtr., Zollvereinsstr. 48, H 2, ☎ 27: [505, 446, 730, 461]
- directory-entry: — Alois, Schneider. Wallstr. 7, H. 2, ☎ 25: [185, 477, 396, 492]
- directory-entry: Baumstein, A., Kf., Caspar Vogbt-Str. 73: [815, 1288, 1018, 1303]
- directory-entry: — C., Techn., Suhrsweg 18, ☎ 33: [505, 523, 676, 538]
- directory-entry: — O., Kutsch., Billbrookdeich 53, ht.: [825, 385, 1009, 400]
- prev-page-fragment: arc.: [2, 1277, 20, 1291]
- column-3: [815, 248, 1120, 2008]
- directory-entry: — W., Schiffsing., Zimmerstr. 52, ☎ 21: [825, 921, 1025, 936]
- directory-entry: — Walter, Kaufm., PSch: 48895, ☎ 53 02 31, Falkenried 83, ☎ 30: [185, 1181, 468, 1211]
- directory-entry: — Aug., Rentner, Luruperweg 60, ☎ 19: [505, 462, 706, 477]
- directory-entry: — Wwe. B., Weizenkamp 2, ☎ 22: [505, 492, 678, 507]
- directory-entry: — W. F. J., Maurermstr., Wohldorferstrasse 15, ☎ 22: [825, 783, 1089, 798]
- directory-entry: — Frau M., Victoriastr. 18, ☎ 15: [185, 951, 351, 966]
- directory-entry: Bauske, O. F., Expedient, Güntherstr. 90: [1135, 1395, 1335, 1410]
- directory-entry: — Otto, Kelln., Steindamm 148, ☎ 5: [1145, 508, 1332, 523]
- directory-entry: Baumwollspinner, S., I/F B. Landau & Co., ☎ H 4 No 7992, später 54 09 72, Sillemstrasse 17, ☎ 19: [815, 1410, 1091, 1440]
- directory-entry: — Aug., Just.-Oberinsp., Bussestr. 34a: [505, 477, 694, 492]
- directory-entry: — Joh., Feink., ☎ 52 40 34, Sierichstr. 103: [1145, 462, 1361, 477]
- directory-entry: — Otto, Geschäftsf., Lattenkamp 84, ☎ 39: [1145, 1777, 1360, 1792]
- directory-entry: Baumüller, A., Schlachter, Thüringerstr. 68: [815, 1303, 1030, 1318]
- book-spine: [98, 48, 108, 2148]
- prev-page-fragment: We.: [2, 1237, 21, 1251]
- directory-entry: — C., Bureauangest., Imstedt 41a, ☎ 22: [185, 1227, 387, 1241]
- column-1: [175, 248, 480, 2008]
- prev-page-fragment: str.: [2, 1677, 17, 1691]
- directory-entry: Baumhögger, Julius, Tapezier, ☎ 29 44 43, Hornerlandstrasse 69, ☎ 34: [815, 890, 1034, 920]
- directory-entry: — H., Angest., Langenkamp 24, ☎ 39: [1145, 400, 1337, 415]
- directory-entry: Baumer, Frau E., Karrenverm. Deichstr. 10, H. 2, ☎ 10: [175, 370, 453, 385]
- directory-entry: — Rud., Revier-Kom., Strassb.-Str. 30: [185, 1762, 374, 1777]
- directory-entry: Baumgarten, A., Arbtr., Barmbeckerstr. 148, H. 2, ☎ 39: [495, 293, 777, 308]
- directory-entry: — M., Schrifts., Greifswalderstr. 11, ☎ 5: [185, 890, 391, 905]
- prev-page-fragment: We.: [2, 277, 21, 291]
- directory-entry: — Johs., Händl., Redamachergang 43: [505, 1257, 690, 1272]
- directory-entry: — Franz, Bäcker, Flüggestr. 15, ☎ 39: [825, 462, 1015, 477]
- directory-entry: Bausnelk, Chr., Zig.-H., Norderquaistr. 15: [1135, 1410, 1344, 1425]
